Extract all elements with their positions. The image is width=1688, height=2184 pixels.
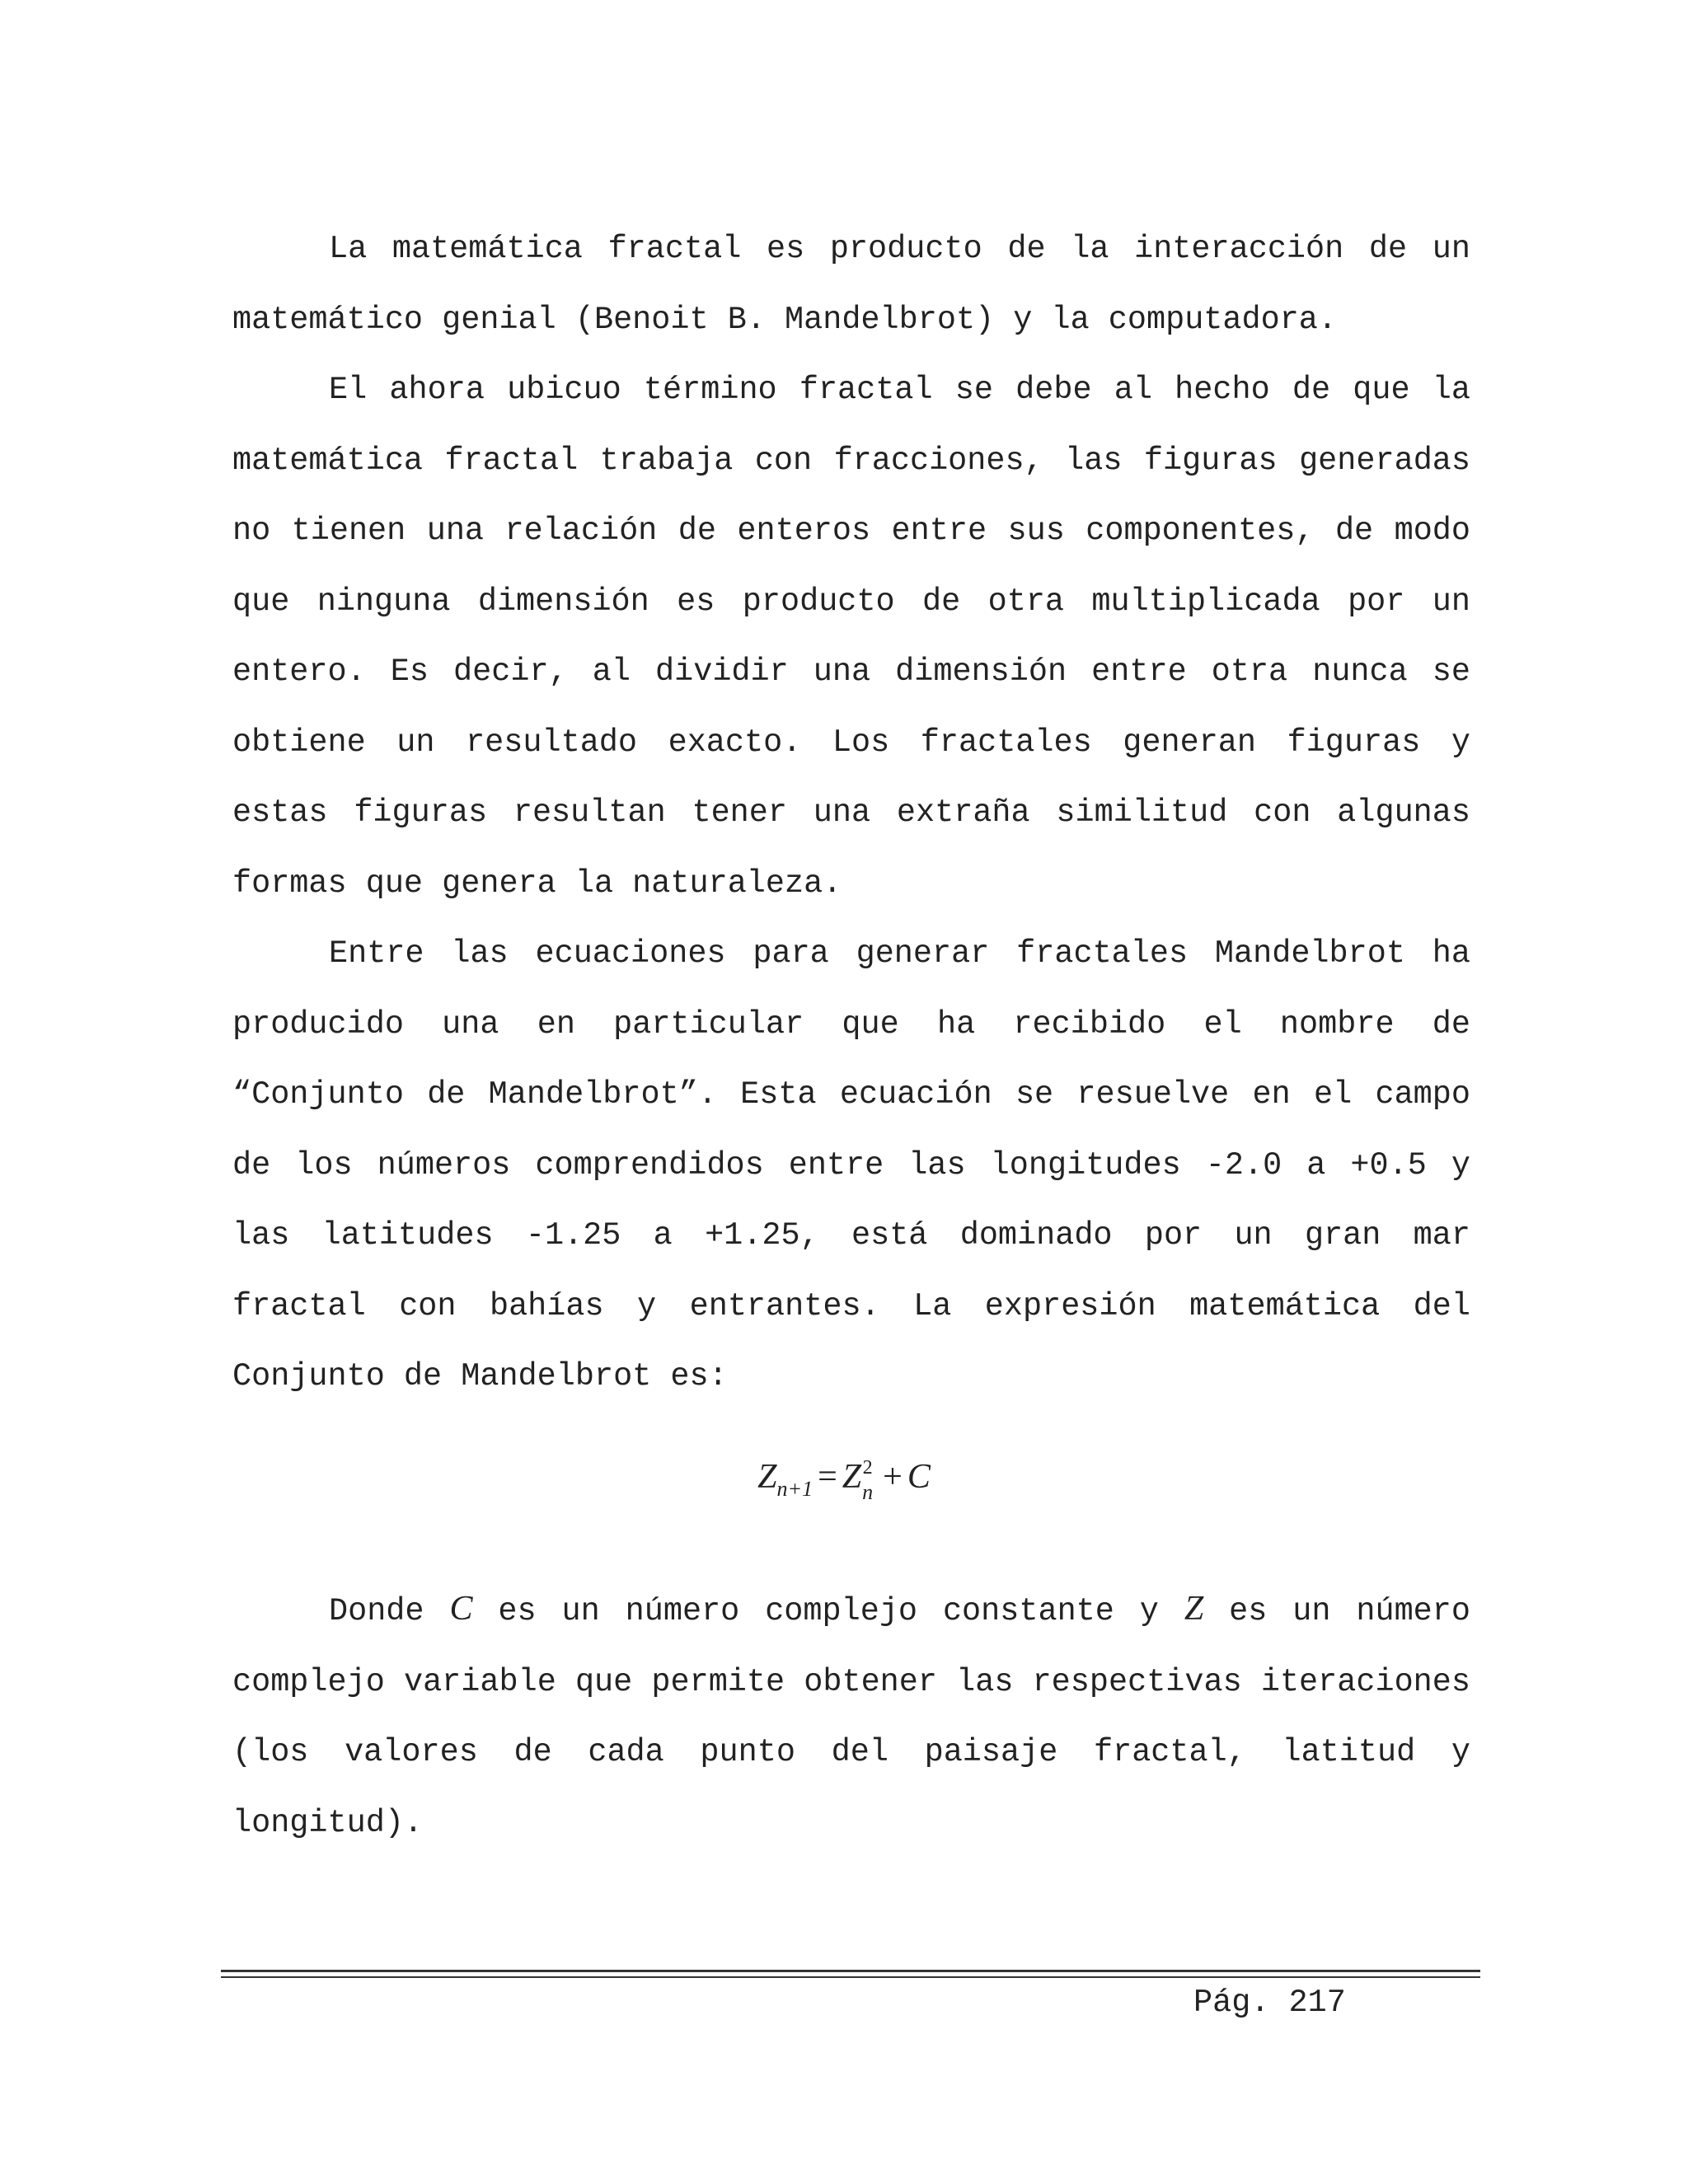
formula-rhs-var: Z [842,1458,862,1496]
formula-lhs-var: Z [757,1458,777,1496]
body-text-bottom [232,1574,1470,1858]
paragraph-mandelbrot-set: Entre las ecuaciones para generar fractales Mandelbrot ha producido una en particular que ha recibido el nombre de “Conjunto de Mandelbrot”. Esta ecuación se resuelve en el campo de los números comprendidos entre las longitudes -2.0 a +0.5 y las latitudes -1.25 a +1.25, está dominado por un gran mar fractal con bahías y entrantes. La expresión matemática del Conjunto de Mandelbrot es: [232,935,1470,1394]
formula-plus: + [883,1458,903,1496]
formula-rhs-subscript: n [862,1480,874,1505]
paragraph-where-part2: es un número complejo constante y [472,1593,1184,1629]
formula-equals: = [818,1458,837,1496]
formula-constant: C [907,1458,931,1496]
body-text-top [232,214,1470,1413]
formula-rhs-superscript: 2 [862,1457,873,1479]
variable-z: Z [1184,1590,1204,1628]
paragraph-where-part1: Donde [329,1593,450,1629]
formula-rhs-scripts [862,1457,874,1505]
footer-rule-top [221,1970,1480,1972]
page-number: Pág. 217 [1193,1985,1346,2021]
paragraph-intro: La matemática fractal es producto de la interacción de un matemático genial (Benoit B. Mandelbrot) y la computadora. [232,231,1470,338]
paragraph-where-part3: es un número complejo variable que permite obtener las respectivas iteraciones (los valores de cada punto del paisaje fractal, latitud y longitud). [232,1593,1470,1841]
mandelbrot-formula [0,1457,1688,1505]
paragraph-fractal-term: El ahora ubicuo término fractal se debe al hecho de que la matemática fractal trabaja con fracciones, las figuras generadas no tienen una relación de enteros entre sus componentes, de modo que ninguna dimensión es producto de otra multiplicada por un entero. Es decir, al dividir una dimensión entre otra nunca se obtiene un resultado exacto. Los fractales generan figuras y estas figuras resultan tener una extraña similitud con algunas formas que genera la naturaleza. [232,372,1470,902]
variable-c: C [449,1590,473,1628]
paragraph-where [232,1574,1470,1858]
formula-lhs-subscript: n+1 [776,1477,814,1501]
